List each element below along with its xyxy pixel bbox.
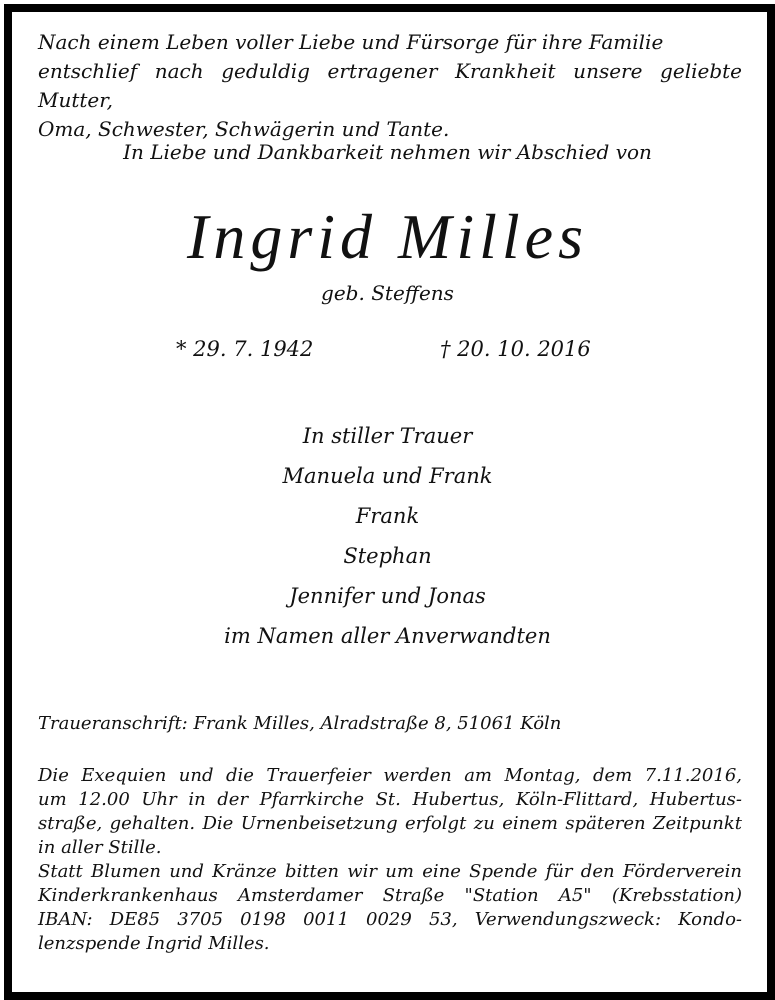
details-line: straße, gehalten. Die Urnenbeisetzung erfolgt zu einem späteren Zeitpunkt <box>38 813 742 834</box>
details-line: Kinderkrankenhaus Amsterdamer Straße "Station A5" (Krebsstation) <box>38 885 742 906</box>
mourners-list <box>0 416 775 656</box>
intro-line: entschlief nach geduldig ertragener Krankheit unsere geliebte Mutter, <box>38 59 742 112</box>
death-date: † 20. 10. 2016 <box>440 337 591 361</box>
details-line: IBAN: DE85 3705 0198 0011 0029 53, Verwendungszweck: Kondo- <box>38 909 742 930</box>
intro-paragraph <box>38 28 742 144</box>
mourner-line: Manuela und Frank <box>282 464 493 488</box>
mourner-line: im Namen aller Anverwandten <box>224 624 551 648</box>
details-line: um 12.00 Uhr in der Pfarrkirche St. Hubertus, Köln-Flittard, Hubertus- <box>38 789 742 810</box>
details-line: Die Exequien und die Trauerfeier werden am Montag, dem 7.11.2016, <box>38 765 742 786</box>
mourner-line: In stiller Trauer <box>302 424 473 448</box>
intro-line: Oma, Schwester, Schwägerin und Tante. <box>38 117 450 141</box>
details-line: Statt Blumen und Kränze bitten wir um eine Spende für den Förderverein <box>38 861 742 882</box>
funeral-details <box>38 764 742 956</box>
mourner-line: Jennifer und Jonas <box>289 584 486 608</box>
details-line: in aller Stille. <box>38 837 162 858</box>
intro-line: Nach einem Leben voller Liebe und Fürsorge für ihre Familie <box>38 30 664 54</box>
mourner-line: Stephan <box>343 544 432 568</box>
mourner-line: Frank <box>355 504 420 528</box>
mourning-address: Traueranschrift: Frank Milles, Alradstraße 8, 51061 Köln <box>38 713 562 734</box>
farewell-line: In Liebe und Dankbarkeit nehmen wir Abschied von <box>123 140 652 164</box>
birth-date: * 29. 7. 1942 <box>176 337 314 361</box>
maiden-name: geb. Steffens <box>321 281 454 305</box>
deceased-name: Ingrid Milles <box>187 201 588 272</box>
details-line: lenzspende Ingrid Milles. <box>38 933 270 954</box>
